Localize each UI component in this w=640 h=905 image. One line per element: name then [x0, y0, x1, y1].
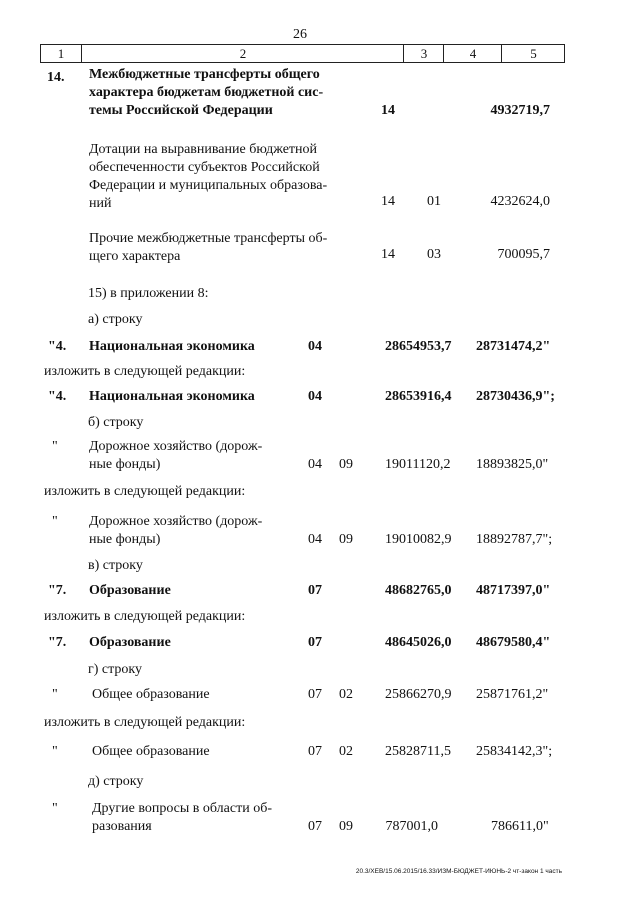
amendment-subitem: г) строку [88, 662, 143, 677]
amendment-subitem: д) строку [88, 774, 144, 789]
row-pr: 02 [339, 687, 353, 702]
row-number: "4. [48, 389, 67, 404]
row-code: 04 [308, 389, 322, 404]
row-number: "4. [48, 339, 67, 354]
row-label-line: Прочие межбюджетные трансферты об- [89, 231, 328, 246]
row-value-2: 28731474,2" [476, 339, 551, 354]
section-title-line: Межбюджетные трансферты общего [89, 67, 320, 82]
row-value-2: 25871761,2" [476, 687, 549, 702]
row-name: Национальная экономика [89, 339, 255, 354]
row-value-2: 28730436,9"; [476, 389, 555, 404]
amendment-subitem: б) строку [88, 415, 144, 430]
row-label-line: обеспеченности субъектов Российской [89, 160, 320, 175]
row-value-2: 48679580,4" [476, 635, 551, 650]
row-rz: 07 [308, 744, 322, 759]
row-value-1: 48645026,0 [385, 635, 452, 650]
section-title-line: темы Российской Федерации [89, 103, 273, 118]
row-label-line: ные фонды) [89, 457, 161, 472]
row-number: " [52, 439, 58, 454]
row-rz: 14 [381, 194, 395, 209]
row-pr: 09 [339, 532, 353, 547]
header-col-5: 5 [501, 45, 565, 62]
amendment-subitem: в) строку [88, 558, 143, 573]
row-value-2: 786611,0" [491, 819, 549, 834]
row-label-line: Дорожное хозяйство (дорож- [89, 439, 263, 454]
row-value-2: 18892787,7"; [476, 532, 553, 547]
row-label-line: ные фонды) [89, 532, 161, 547]
row-pr: 09 [339, 819, 353, 834]
row-label-line: ний [89, 196, 112, 211]
section-code: 14 [381, 103, 395, 118]
rephrase-text: изложить в следующей редакции: [44, 715, 246, 730]
row-value-2: 25834142,3"; [476, 744, 553, 759]
row-value-1: 787001,0 [385, 819, 438, 834]
row-code: 04 [308, 339, 322, 354]
row-value-1: 28653916,4 [385, 389, 452, 404]
row-number: " [52, 744, 58, 759]
rephrase-text: изложить в следующей редакции: [44, 609, 246, 624]
row-pr: 02 [339, 744, 353, 759]
row-number: "7. [48, 583, 67, 598]
row-sum: 700095,7 [497, 247, 550, 262]
row-code: 07 [308, 583, 322, 598]
amendment-subitem: а) строку [88, 312, 143, 327]
row-name: Образование [89, 635, 171, 650]
row-name: Общее образование [92, 744, 210, 759]
row-value-2: 18893825,0" [476, 457, 549, 472]
row-pr: 03 [427, 247, 441, 262]
row-rz: 04 [308, 457, 322, 472]
row-code: 07 [308, 635, 322, 650]
row-rz: 14 [381, 247, 395, 262]
header-col-2: 2 [81, 45, 404, 62]
row-value-2: 48717397,0" [476, 583, 551, 598]
row-label-line: Другие вопросы в области об- [92, 801, 272, 816]
header-col-3: 3 [403, 45, 444, 62]
amendment-item: 15) в приложении 8: [88, 286, 209, 301]
section-number: 14. [47, 70, 65, 85]
row-name: Национальная экономика [89, 389, 255, 404]
row-number: " [52, 801, 58, 816]
row-value-1: 19010082,9 [385, 532, 452, 547]
header-col-1: 1 [57, 46, 65, 61]
row-name: Общее образование [92, 687, 210, 702]
row-label-line: Федерации и муниципальных образова- [89, 178, 328, 193]
row-label-line: щего характера [89, 249, 181, 264]
header-col-4: 4 [443, 45, 502, 62]
row-value-1: 48682765,0 [385, 583, 452, 598]
section-title-line: характера бюджетам бюджетной сис- [89, 85, 324, 100]
section-sum: 4932719,7 [490, 103, 550, 118]
row-number: " [52, 687, 58, 702]
row-rz: 07 [308, 819, 322, 834]
row-value-1: 28654953,7 [385, 339, 452, 354]
row-name: Образование [89, 583, 171, 598]
row-number: "7. [48, 635, 67, 650]
rephrase-text: изложить в следующей редакции: [44, 364, 246, 379]
footer-file-path: 20.3/ХЕВ/15.06.2015/16.33/ИЗМ-БЮДЖЕТ-ИЮНЬ-2 чт-закон 1 часть [355, 868, 562, 875]
row-value-1: 25828711,5 [385, 744, 451, 759]
row-pr: 01 [427, 194, 441, 209]
row-rz: 04 [308, 532, 322, 547]
row-label-line: Дотации на выравнивание бюджетной [89, 142, 318, 157]
row-pr: 09 [339, 457, 353, 472]
row-value-1: 25866270,9 [385, 687, 452, 702]
row-number: " [52, 514, 58, 529]
page-number: 26 [293, 27, 307, 42]
rephrase-text: изложить в следующей редакции: [44, 484, 246, 499]
row-sum: 4232624,0 [490, 194, 550, 209]
row-label-line: Дорожное хозяйство (дорож- [89, 514, 263, 529]
row-value-1: 19011120,2 [385, 457, 451, 472]
row-label-line: разования [92, 819, 152, 834]
table-header [40, 44, 565, 63]
row-rz: 07 [308, 687, 322, 702]
